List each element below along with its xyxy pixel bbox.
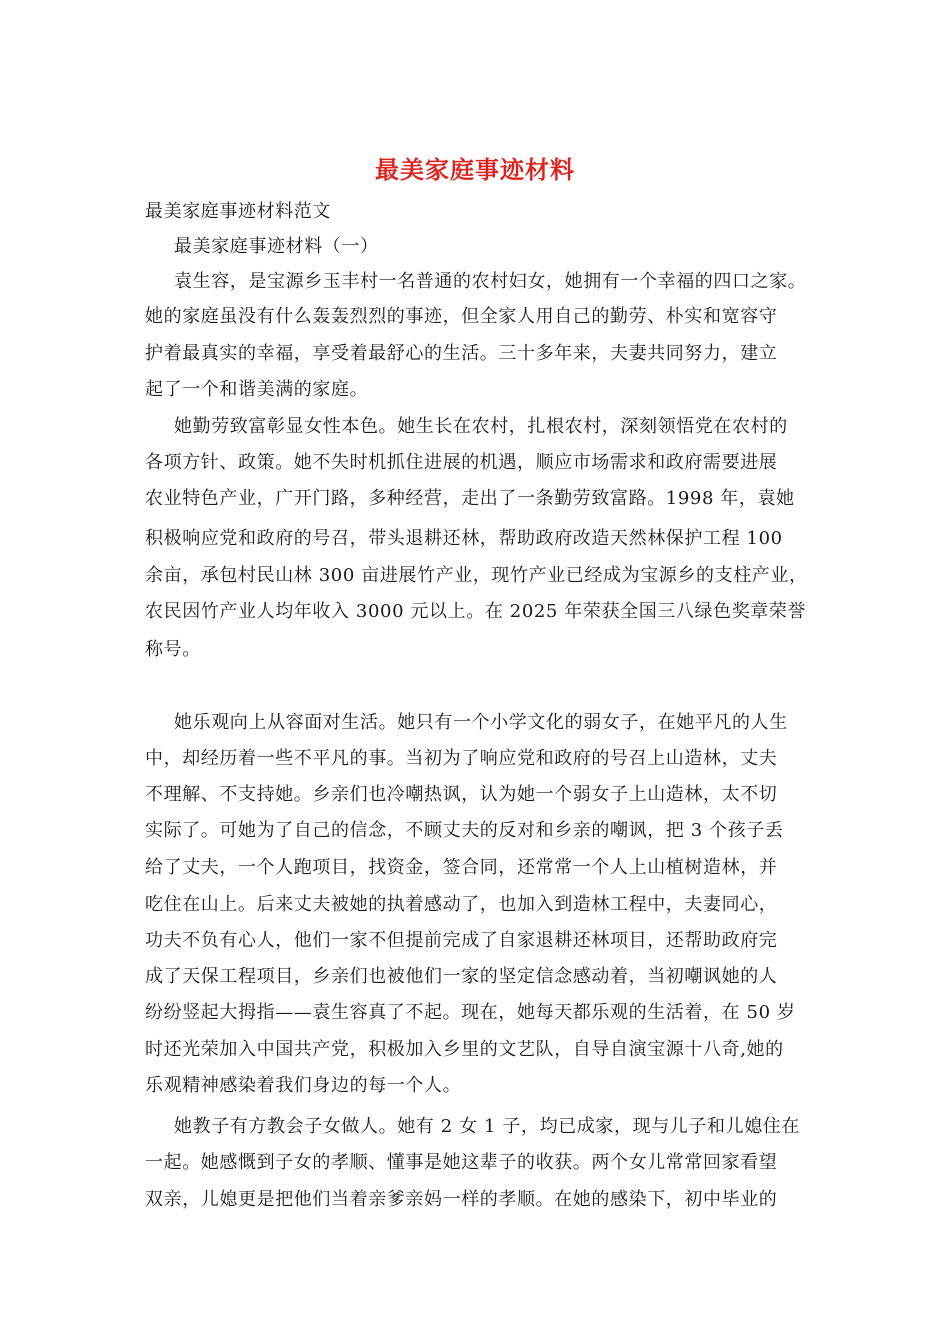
paragraph-line: 她的家庭虽没有什么轰轰烈烈的事迹，但全家人用自己的勤劳、朴实和宽容守	[145, 306, 778, 327]
paragraph-line: 起了一个和谐美满的家庭。	[145, 379, 369, 400]
paragraph-line: 时还光荣加入中国共产党，积极加入乡里的文艺队，自导自演宝源十八奇,她的	[145, 1039, 784, 1060]
document-subtitle: 最美家庭事迹材料范文	[145, 201, 331, 222]
paragraph-line: 实际了。可她为了自己的信念，不顾丈夫的反对和乡亲的嘲讽，把 3 个孩子丢	[145, 820, 784, 841]
paragraph-line: 护着最真实的幸福，享受着最舒心的生活。三十多年来，夫妻共同努力，建立	[145, 343, 778, 364]
paragraph-line: 纷纷竖起大拇指——袁生容真了不起。现在，她每天都乐观的生活着，在 50 岁	[145, 1002, 796, 1023]
section-heading: 最美家庭事迹材料（一）	[174, 236, 379, 257]
paragraph-line: 农业特色产业，广开门路，多种经营，走出了一条勤劳致富路。1998 年，袁她	[145, 488, 795, 509]
paragraph-line: 吃住在山上。后来丈夫被她的执着感动了，也加入到造林工程中，夫妻同心，	[145, 894, 778, 915]
paragraph-line: 乐观精神感染着我们身边的每一个人。	[145, 1075, 462, 1096]
paragraph-line: 她乐观向上从容面对生活。她只有一个小学文化的弱女子，在她平凡的人生	[174, 712, 788, 733]
paragraph-line: 给了丈夫，一个人跑项目，找资金，签合同，还常常一个人上山植树造林，并	[145, 857, 778, 878]
paragraph-line: 她勤劳致富彰显女性本色。她生长在农村，扎根农村，深刻领悟党在农村的	[174, 416, 788, 437]
paragraph-line: 称号。	[145, 639, 201, 660]
paragraph-line: 袁生容，是宝源乡玉丰村一名普通的农村妇女，她拥有一个幸福的四口之家。	[174, 271, 807, 292]
paragraph-line: 她教子有方教会子女做人。她有 2 女 1 子，均已成家，现与儿子和儿媳住在	[174, 1116, 800, 1137]
paragraph-line: 功夫不负有心人，他们一家不但提前完成了自家退耕还林项目，还帮助政府完	[145, 930, 778, 951]
paragraph-line: 一起。她感慨到子女的孝顺、懂事是她这辈子的收获。两个女儿常常回家看望	[145, 1152, 778, 1173]
document-title: 最美家庭事迹材料	[375, 155, 575, 184]
paragraph-line: 积极响应党和政府的号召，带头退耕还林，帮助政府改造天然林保护工程 100	[145, 528, 783, 549]
paragraph-line: 余亩，承包村民山林 300 亩进展竹产业，现竹产业已经成为宝源乡的支柱产业，	[145, 565, 808, 586]
paragraph-line: 不理解、不支持她。乡亲们也冷嘲热讽，认为她一个弱女子上山造林，太不切	[145, 784, 778, 805]
paragraph-line: 双亲，儿媳更是把他们当着亲爹亲妈一样的孝顺。在她的感染下，初中毕业的	[145, 1189, 778, 1210]
paragraph-line: 中，却经历着一些不平凡的事。当初为了响应党和政府的号召上山造林，丈夫	[145, 748, 778, 769]
paragraph-line: 农民因竹产业人均年收入 3000 元以上。在 2025 年荣获全国三八绿色奖章荣誉	[145, 601, 807, 622]
paragraph-line: 各项方针、政策。她不失时机抓住进展的机遇，顺应市场需求和政府需要进展	[145, 452, 778, 473]
paragraph-line: 成了天保工程项目，乡亲们也被他们一家的坚定信念感动着，当初嘲讽她的人	[145, 966, 778, 987]
